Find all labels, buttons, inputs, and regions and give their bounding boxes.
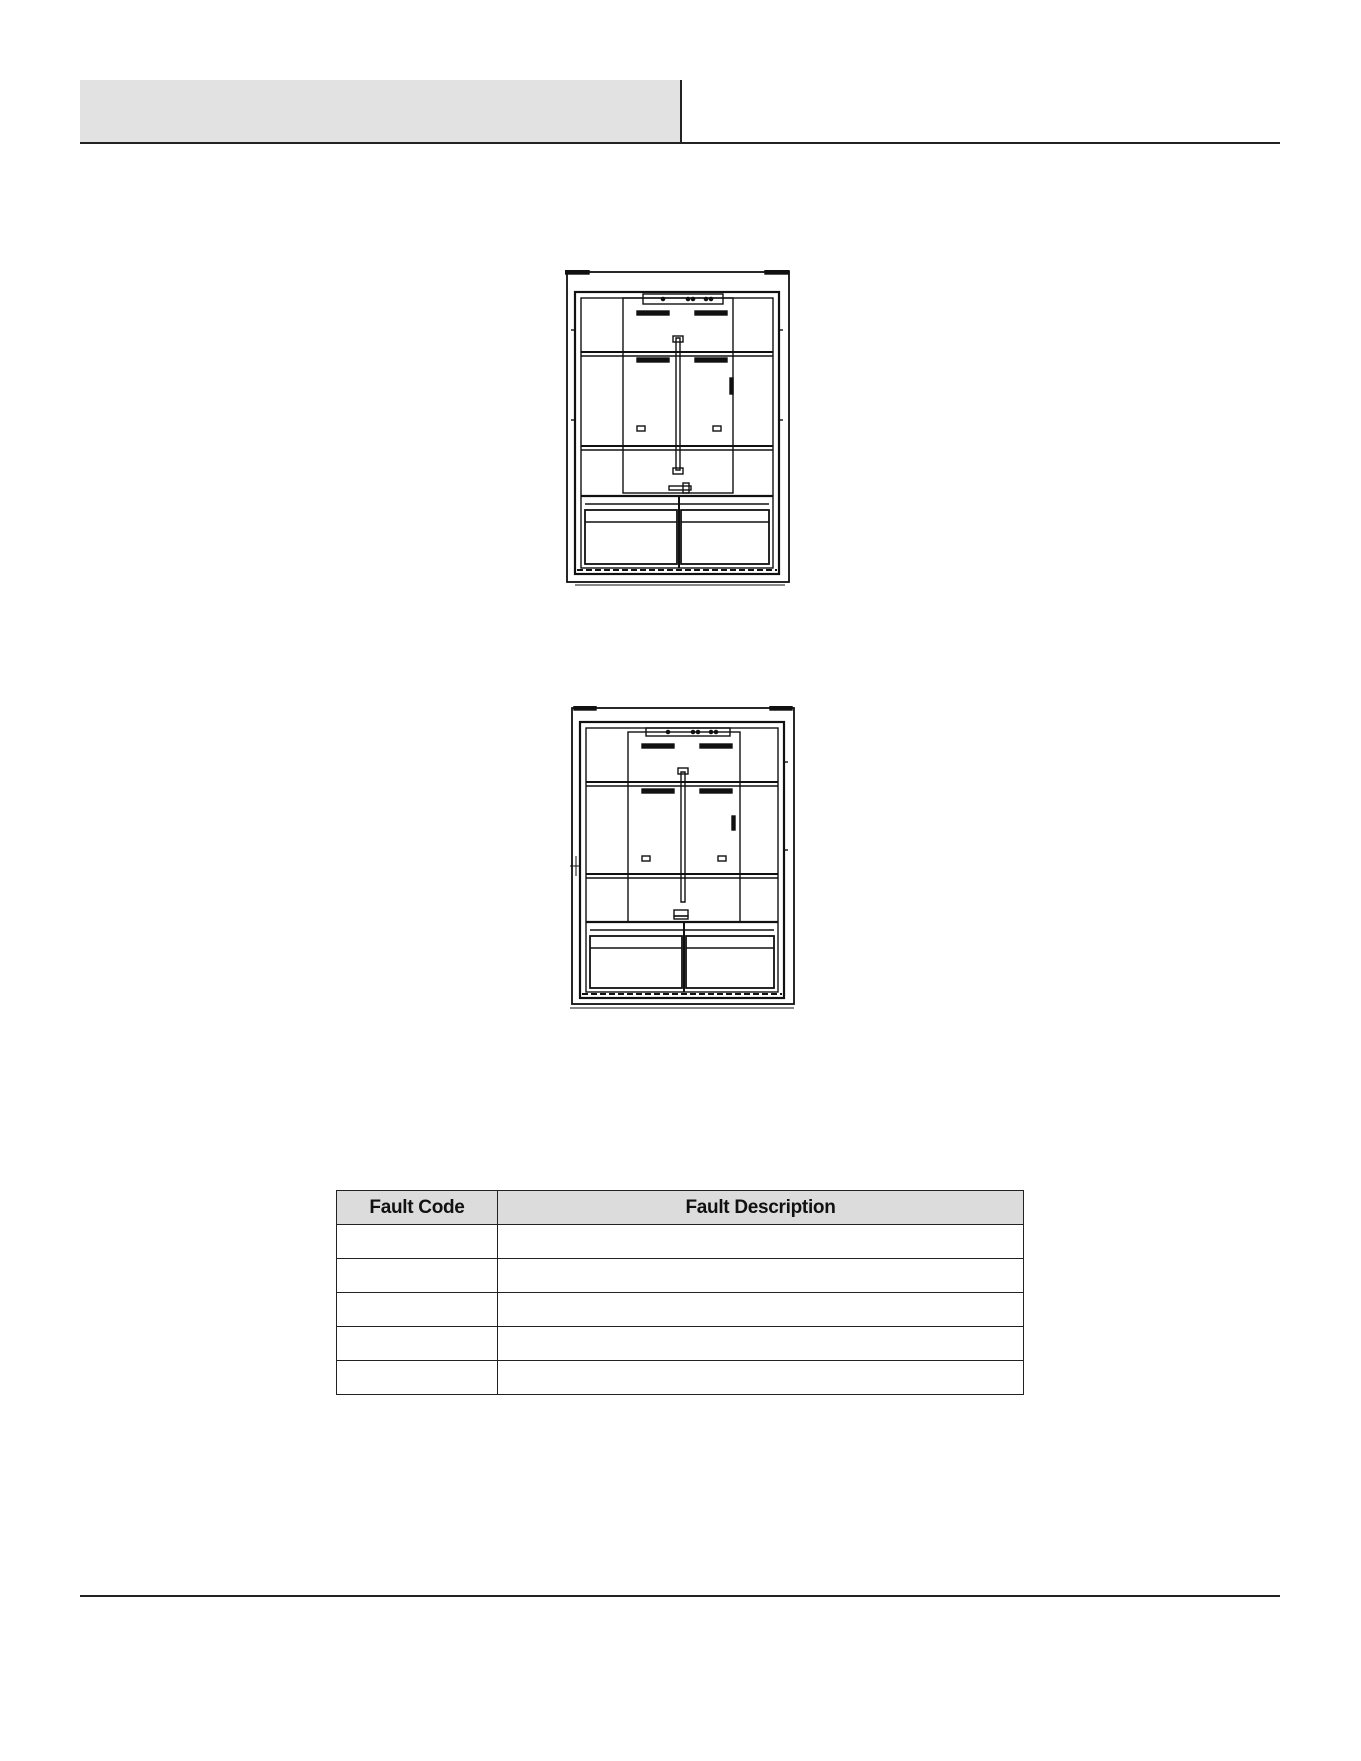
fault-description-cell bbox=[498, 1225, 1024, 1259]
fault-description-header: Fault Description bbox=[498, 1191, 1024, 1225]
table-row bbox=[337, 1225, 1024, 1259]
table-row bbox=[337, 1293, 1024, 1327]
footer-rule bbox=[80, 1595, 1280, 1597]
fault-code-cell bbox=[337, 1361, 498, 1395]
fault-description-cell bbox=[498, 1259, 1024, 1293]
table-row bbox=[337, 1327, 1024, 1361]
fault-description-cell bbox=[498, 1293, 1024, 1327]
header-title-band bbox=[80, 80, 682, 142]
header-rule bbox=[80, 142, 1280, 144]
fault-code-cell bbox=[337, 1259, 498, 1293]
fault-code-cell bbox=[337, 1293, 498, 1327]
fault-description-cell bbox=[498, 1361, 1024, 1395]
table-row bbox=[337, 1361, 1024, 1395]
fault-code-cell bbox=[337, 1327, 498, 1361]
fault-code-table bbox=[336, 1190, 1024, 1395]
fault-code-header: Fault Code bbox=[337, 1191, 498, 1225]
fault-code-cell bbox=[337, 1225, 498, 1259]
refrigerator-interior-illustration-bottom bbox=[570, 706, 802, 1012]
table-row bbox=[337, 1259, 1024, 1293]
refrigerator-interior-illustration-top bbox=[565, 270, 797, 588]
table-header-row bbox=[337, 1191, 1024, 1225]
fault-description-cell bbox=[498, 1327, 1024, 1361]
